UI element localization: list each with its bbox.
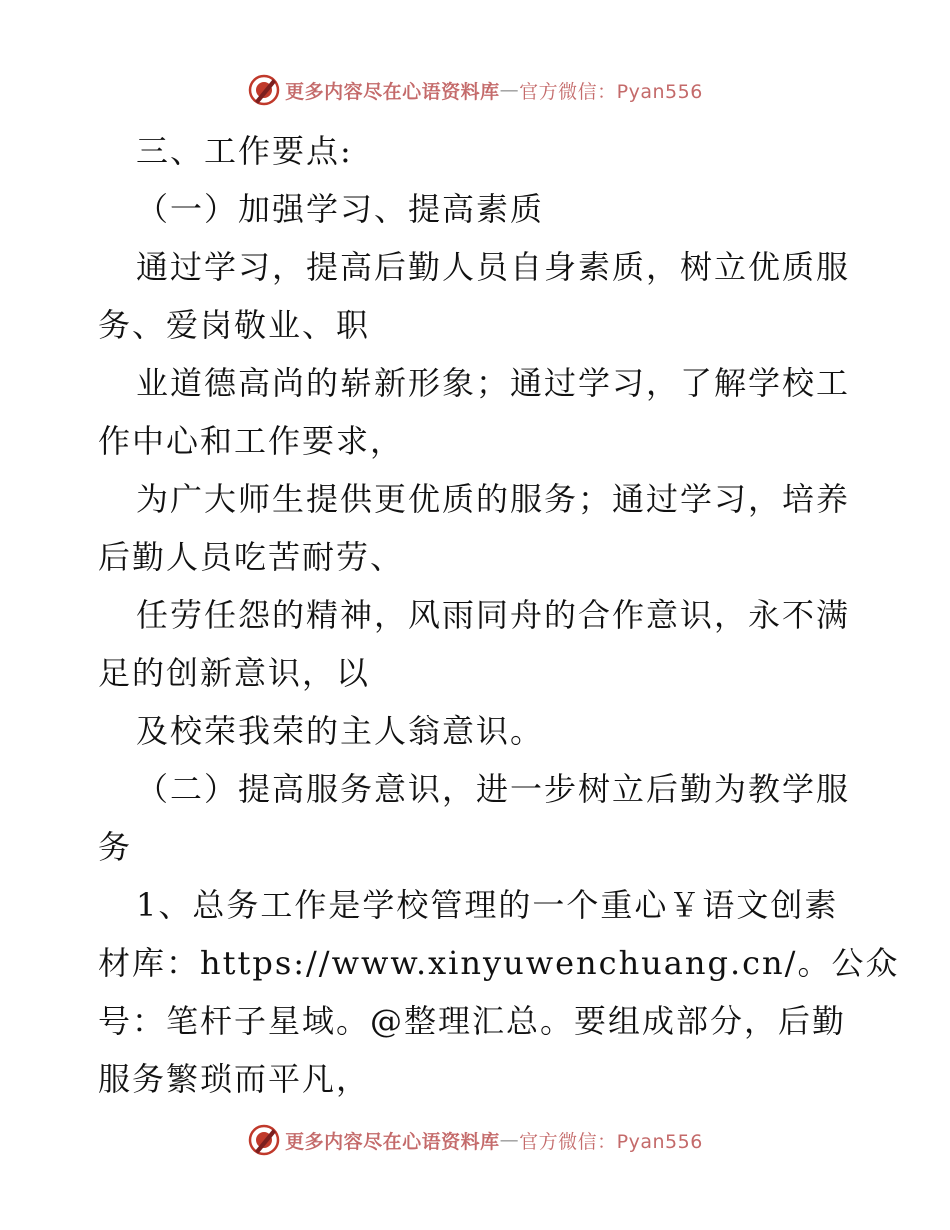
paragraph-line: 为广大师生提供更优质的服务；通过学习，培养 <box>136 480 851 518</box>
document-body <box>98 122 900 1108</box>
subsection-heading-1: （一）加强学习、提高素质 <box>136 190 545 228</box>
watermark-wechat-text: 官方微信：Pyan556 <box>519 80 703 103</box>
paragraph-line: 任劳任怨的精神，风雨同舟的合作意识，永不满 <box>136 596 851 634</box>
footer-watermark <box>0 1120 950 1160</box>
pen-logo-icon <box>247 73 281 107</box>
paragraph-line: 1、总务工作是学校管理的一个重心￥语文创素 <box>136 886 839 924</box>
paragraph-line: 通过学习，提高后勤人员自身素质，树立优质服 <box>136 248 851 286</box>
paragraph-line: 务、爱岗敬业、职 <box>98 306 371 344</box>
section-heading: 三、工作要点: <box>136 132 353 170</box>
paragraph-line: 材库：https://www.xinyuwenchuang.cn/。公众 <box>98 944 900 982</box>
watermark-main-text: 更多内容尽在心语资料库 <box>285 80 500 103</box>
watermark-dash: — <box>499 79 520 101</box>
paragraph-line: 业道德高尚的崭新形象；通过学习，了解学校工 <box>136 364 851 402</box>
watermark-dash: — <box>499 1129 520 1151</box>
paragraph-line: 作中心和工作要求， <box>98 422 405 460</box>
subsection-heading-2: （二）提高服务意识，进一步树立后勤为教学服 <box>136 770 851 808</box>
paragraph-line: 及校荣我荣的主人翁意识。 <box>136 712 545 750</box>
paragraph-line: 后勤人员吃苦耐劳、 <box>98 538 405 576</box>
paragraph-line: 号：笔杆子星域。@整理汇总。要组成部分，后勤 <box>98 1002 847 1040</box>
header-watermark <box>0 70 950 110</box>
paragraph-line: 服务繁琐而平凡， <box>98 1060 371 1098</box>
pen-logo-icon <box>247 1123 281 1157</box>
paragraph-line: 务 <box>98 828 133 866</box>
watermark-wechat-text: 官方微信：Pyan556 <box>519 1130 703 1153</box>
watermark-main-text: 更多内容尽在心语资料库 <box>285 1130 500 1153</box>
paragraph-line: 足的创新意识，以 <box>98 654 371 692</box>
